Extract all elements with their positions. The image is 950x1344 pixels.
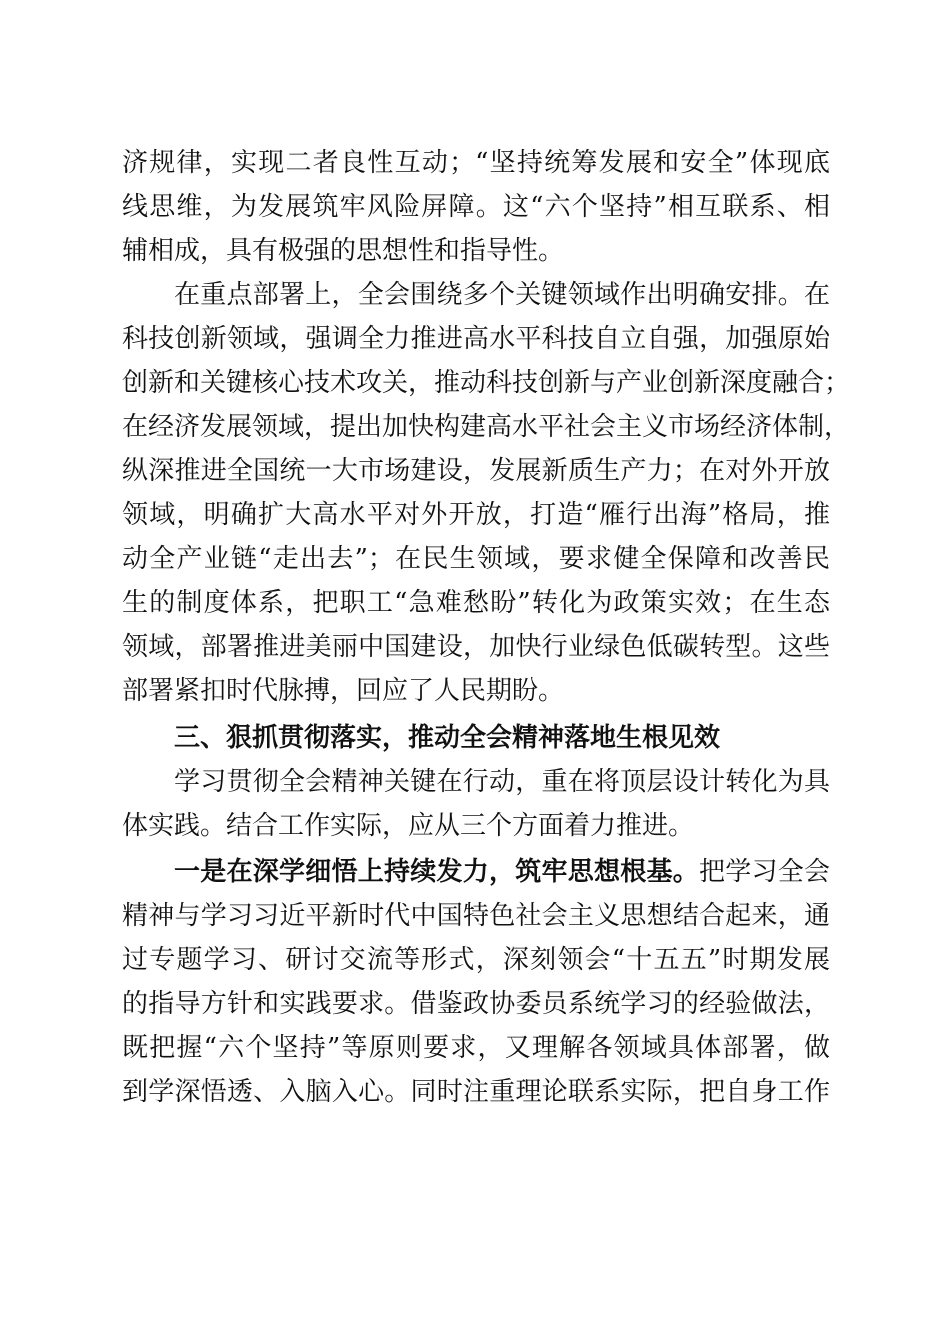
text-line: 体实践。结合工作实际，应从三个方面着力推进。 <box>122 811 695 841</box>
text-line: 纵深推进全国统一大市场建设，发展新质生产力；在对外开放 <box>122 456 830 486</box>
text-line: 领域，明确扩大高水平对外开放，打造“雁行出海”格局，推 <box>122 500 830 530</box>
text-line: 过专题学习、研讨交流等形式，深刻领会“十五五”时期发展 <box>122 945 830 975</box>
text-line: 到学深悟透、入脑入心。同时注重理论联系实际，把自身工作 <box>122 1077 830 1107</box>
text-line <box>174 855 830 889</box>
text-line: 领域，部署推进美丽中国建设，加快行业绿色低碳转型。这些 <box>122 632 830 662</box>
bold-lead-sentence: 一是在深学细悟上持续发力，筑牢思想根基。 <box>174 857 699 887</box>
text-line: 在重点部署上，全会围绕多个关键领域作出明确安排。在 <box>174 280 830 310</box>
text-line: 济规律，实现二者良性互动；“坚持统筹发展和安全”体现底 <box>122 148 830 178</box>
text-line: 部署紧扣时代脉搏，回应了人民期盼。 <box>122 676 565 706</box>
text-line: 线思维，为发展筑牢风险屏障。这“六个坚持”相互联系、相 <box>122 192 830 222</box>
section-heading: 三、狠抓贯彻落实，推动全会精神落地生根见效 <box>174 723 721 753</box>
text-line: 科技创新领域，强调全力推进高水平科技自立自强，加强原始 <box>122 324 830 354</box>
text-line: 创新和关键核心技术攻关，推动科技创新与产业创新深度融合； <box>122 368 851 398</box>
text-line: 动全产业链“走出去”；在民生领域，要求健全保障和改善民 <box>122 544 830 574</box>
line-text: 把学习全会 <box>698 857 830 887</box>
text-line: 的指导方针和实践要求。借鉴政协委员系统学习的经验做法， <box>122 989 830 1019</box>
text-line: 辅相成，具有极强的思想性和指导性。 <box>122 236 565 266</box>
text-line: 既把握“六个坚持”等原则要求，又理解各领域具体部署，做 <box>122 1033 830 1063</box>
text-line: 在经济发展领域，提出加快构建高水平社会主义市场经济体制， <box>122 412 851 442</box>
text-line: 生的制度体系，把职工“急难愁盼”转化为政策实效；在生态 <box>122 588 830 618</box>
text-line: 学习贯彻全会精神关键在行动，重在将顶层设计转化为具 <box>174 767 830 797</box>
text-line: 精神与学习习近平新时代中国特色社会主义思想结合起来，通 <box>122 901 830 931</box>
